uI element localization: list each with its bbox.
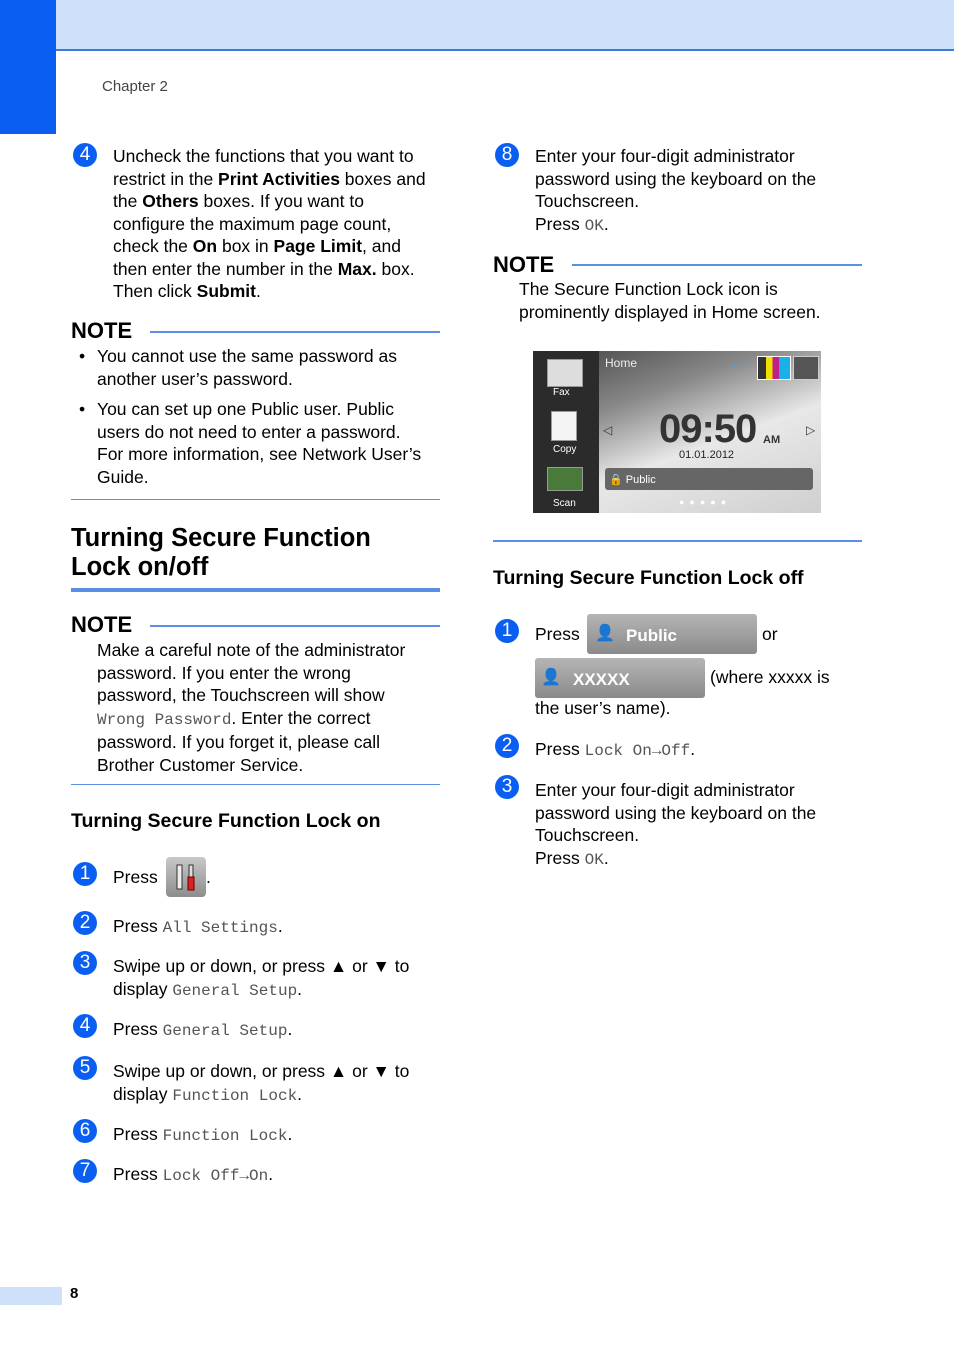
chapter-tab: [0, 0, 56, 134]
note-rule: [572, 264, 862, 266]
step-text-end: .: [206, 867, 211, 887]
step-number: 1: [73, 862, 97, 886]
right-arrow-icon: ▷: [806, 423, 816, 437]
step-text: Press All Settings.: [113, 916, 283, 937]
settings-button[interactable]: [166, 857, 206, 897]
page-dots: ●●●●●: [679, 497, 732, 507]
step-text-or: or: [762, 624, 778, 644]
step-text: Swipe up or down, or press ▲ or ▼ to display Function Lock.: [113, 1061, 410, 1105]
section-rule: [71, 588, 440, 592]
step-number: 8: [495, 143, 519, 167]
step-number: 4: [73, 143, 97, 167]
tools-icon: [793, 356, 819, 380]
step-number: 6: [73, 1119, 97, 1143]
step-text: (where xxxxx is: [710, 667, 830, 687]
step-number: 2: [73, 911, 97, 935]
step-text: Press: [535, 624, 580, 644]
user-button[interactable]: 👤 XXXXX: [535, 658, 705, 698]
step-4-line: configure the maximum page count,: [113, 213, 392, 234]
step-text: Press Function Lock.: [113, 1124, 293, 1145]
step-number: 5: [73, 1056, 97, 1080]
fax-icon: [547, 359, 583, 387]
section-title: Turning Secure Function Lock on/off: [71, 524, 371, 581]
note-2-text: Make a careful note of the administrator password. If you enter the wrong password, the Touchscreen will show Wrong Password. Enter the correct password. If you forget it, please call Brother Customer Service.: [97, 640, 406, 775]
step-number: 3: [495, 775, 519, 799]
step-4-line: Uncheck the functions that you want to: [113, 146, 414, 166]
note-end-rule: [493, 540, 862, 542]
step-4-line: check the On box in Page Limit, and: [113, 236, 401, 256]
step-4-text: [113, 145, 443, 303]
step-text: Press General Setup.: [113, 1019, 293, 1040]
step-text: Enter your four-digit administrator password using the keyboard on the Touchscreen. Press OK.: [535, 780, 817, 869]
public-lock-badge: 🔒 Public: [609, 474, 656, 486]
scan-icon: [547, 467, 583, 491]
note-bullet-2: • You can set up one Public user. Public users do not need to enter a password. For more information, see Network User’s Guide.: [97, 398, 442, 488]
step-number: 2: [495, 734, 519, 758]
step-8-text: Enter your four-digit administrator password using the keyboard on the Touchscreen. Press OK.: [535, 146, 817, 235]
footer-bar: [0, 1287, 62, 1305]
step-4-line: Then click Submit.: [113, 281, 261, 301]
note-3-text: The Secure Function Lock icon is prominently displayed in Home screen.: [519, 279, 821, 322]
subsection-title: Turning Secure Function Lock off: [493, 567, 804, 589]
step-number: 4: [73, 1014, 97, 1038]
step-number: 3: [73, 951, 97, 975]
copy-icon: [551, 411, 577, 441]
step-text: Press: [113, 867, 158, 887]
left-arrow-icon: ◁: [603, 423, 613, 437]
clock-time: 09:50: [659, 407, 757, 451]
user-lock-icon: 👤: [595, 625, 615, 642]
clock-ampm: AM: [763, 434, 781, 446]
note-title: NOTE: [493, 252, 555, 277]
copy-label: Copy: [553, 444, 577, 455]
step-4-line: the Others boxes. If you want to: [113, 191, 364, 211]
step-4-line: then enter the number in the Max. box.: [113, 258, 415, 279]
step-text: Press Lock On→Off.: [535, 739, 696, 760]
note-rule: [150, 625, 440, 627]
note-bullet-1: • You cannot use the same password as another user’s password.: [97, 345, 442, 390]
user-lock-icon: 👤: [541, 669, 561, 686]
public-button[interactable]: 👤 Public: [587, 614, 757, 654]
note-title: NOTE: [71, 318, 133, 343]
chapter-label: Chapter 2: [102, 78, 168, 95]
clock-date: 01.01.2012: [679, 449, 735, 461]
step-4-line: restrict in the Print Activities boxes and: [113, 168, 426, 189]
step-text: Press Lock Off→On.: [113, 1164, 274, 1185]
header-bar: [0, 0, 954, 51]
ink-icon: [757, 356, 791, 380]
subsection-title: Turning Secure Function Lock on: [71, 810, 381, 832]
step-text: Swipe up or down, or press ▲ or ▼ to display General Setup.: [113, 956, 410, 1000]
tools-icon: [166, 857, 206, 897]
wifi-icon: ◠: [731, 359, 744, 375]
note-end-rule: [71, 499, 440, 500]
home-label: Home: [605, 356, 638, 370]
home-screen-image: [533, 351, 821, 513]
fax-label: Fax: [553, 387, 570, 398]
note-end-rule: [71, 784, 440, 785]
step-number: 7: [73, 1159, 97, 1183]
note-title: NOTE: [71, 612, 133, 637]
page-number: 8: [70, 1285, 79, 1302]
step-text: the user’s name).: [535, 698, 671, 718]
note-rule: [150, 331, 440, 333]
step-number: 1: [495, 619, 519, 643]
scan-label: Scan: [553, 498, 576, 509]
